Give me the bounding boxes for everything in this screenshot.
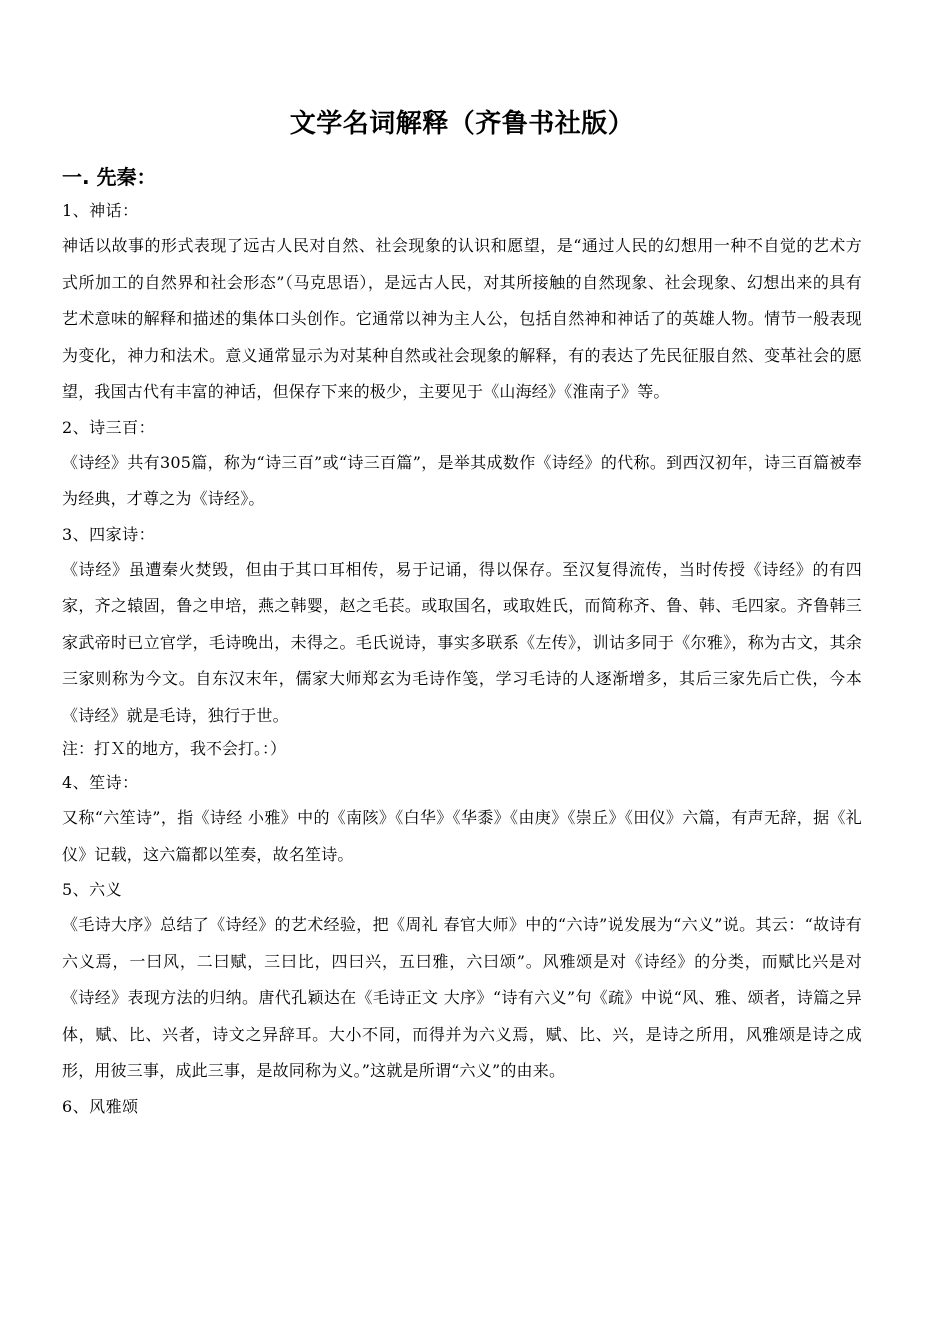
term-body-sijia-shi: 《诗经》虽遭秦火焚毁，但由于其口耳相传，易于记诵，得以保存。至汉复得流传，当时传授《诗经》的有四家，齐之辕固，鲁之申培，燕之韩婴，赵之毛苌。或取国名，或取姓氏，而简称齐、鲁、韩、毛四家。齐鲁韩三家武帝时已立官学，毛诗晚出，未得之。毛氏说诗，事实多联系《左传》，训诂多同于《尔雅》，称为古文，其余三家则称为今文。自东汉末年，儒家大师郑玄为毛诗作笺，学习毛诗的人逐渐增多，其后三家先后亡佚，今本《诗经》就是毛诗，独行于世。	[62, 559, 862, 725]
section-heading: 一. 先秦：	[62, 165, 157, 189]
term-heading-myth: 1、神话：	[62, 201, 139, 220]
term-body-shi-sanbai: 《诗经》共有305篇，称为“诗三百”或“诗三百篇”，是举其成数作《诗经》的代称。到西汉初年，诗三百篇被奉为经典，才尊之为《诗经》。	[62, 452, 862, 508]
term-heading-liu-yi: 5、六义	[62, 880, 123, 899]
note-text: 注：打Ｘ的地方，我不会打。：）	[62, 739, 287, 758]
term-body-liu-yi: 《毛诗大序》总结了《诗经》的艺术经验，把《周礼 春官大师》中的“六诗”说发展为“六义”说。其云：“故诗有六义焉，一曰风，二曰赋，三曰比，四曰兴，五曰雅，六曰颂”。风雅颂是对《诗经》的分类，而赋比兴是对《诗经》表现方法的归纳。唐代孔颖达在《毛诗正文 大序》“诗有六义”句《疏》中说“风、雅、颂者，诗篇之异体，赋、比、兴者，诗文之异辞耳。大小不同，而得并为六义焉，赋、比、兴，是诗之所用，风雅颂是诗之成形，用彼三事，成此三事，是故同称为义。”这就是所谓“六义”的由来。	[62, 915, 862, 1080]
term-heading-sheng-shi: 4、笙诗：	[62, 773, 139, 792]
term-body-sheng-shi: 又称“六笙诗”，指《诗经 小雅》中的《南陔》《白华》《华黍》《由庚》《崇丘》《田仪》六篇，有声无辞，据《礼仪》记载，这六篇都以笙奏，故名笙诗。	[62, 808, 862, 864]
term-body-myth: 神话以故事的形式表现了远古人民对自然、社会现象的认识和愿望，是“通过人民的幻想用一种不自觉的艺术方式所加工的自然界和社会形态”（马克思语），是远古人民，对其所接触的自然现象、社会现象、幻想出来的具有艺术意味的解释和描述的集体口头创作。它通常以神为主人公，包括自然神和神话了的英雄人物。情节一般表现为变化，神力和法术。意义通常显示为对某种自然或社会现象的解释，有的表达了先民征服自然、变革社会的愿望，我国古代有丰富的神话，但保存下来的极少，主要见于《山海经》《淮南子》等。	[62, 236, 862, 401]
term-heading-feng-ya-song: 6、风雅颂	[62, 1096, 139, 1116]
document-content	[62, 104, 862, 1124]
term-heading-sijia-shi: 3、四家诗：	[62, 524, 156, 544]
term-heading-shi-sanbai: 2、诗三百：	[62, 417, 156, 437]
document-title: 文学名词解释（齐鲁书社版）	[289, 109, 635, 139]
